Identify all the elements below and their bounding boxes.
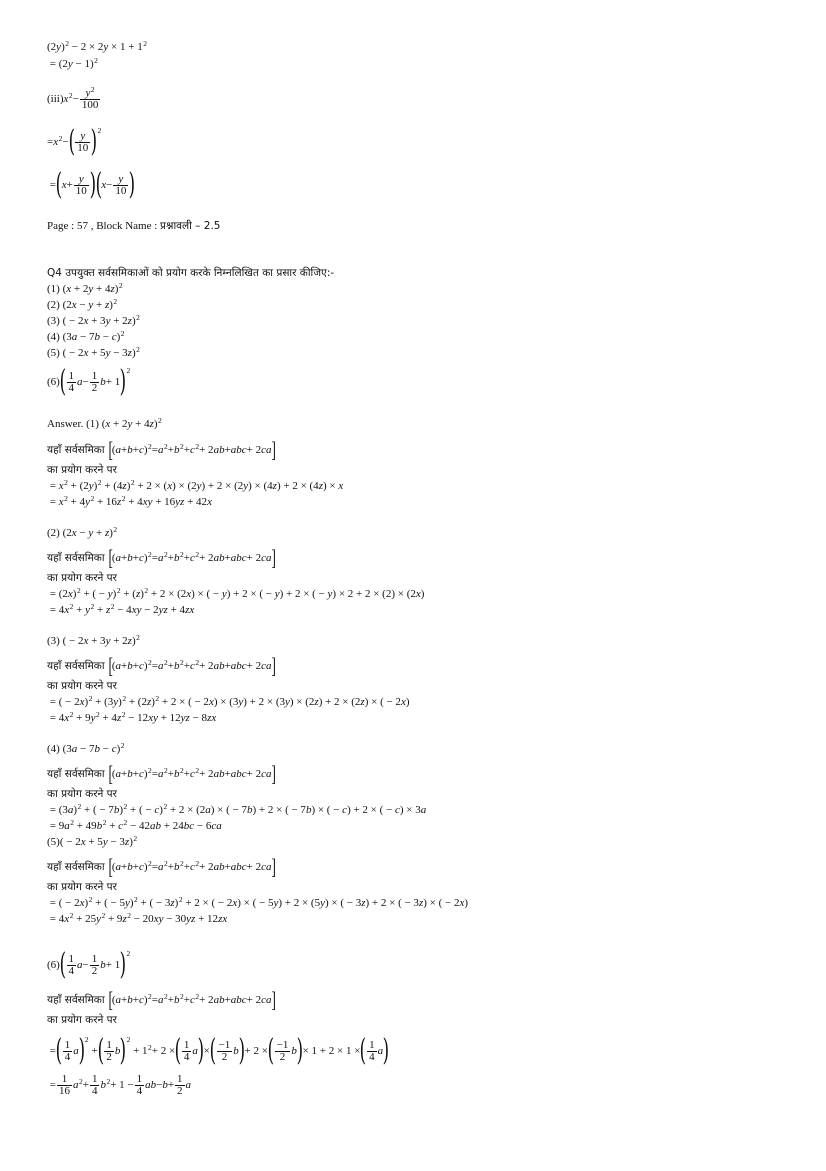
applying-label: का प्रयोग करने पर: [47, 464, 117, 476]
identity-line: यहाँ सर्वसमिका [ ( a + b + c ) $^2$ = a $^2$ + b $^2$ + c $^2$ + 2 ab + abc + 2 ca ]: [47, 653, 276, 678]
question-item: (2) $(2x - y + z)^2$: [47, 297, 118, 311]
identity-label: यहाँ सर्वसमिका: [47, 551, 105, 564]
math-line: = $x^2 + 4y^2 + 16z^2 + 4xy + 16yz + 42x$: [47, 494, 212, 508]
answer-1-heading: Answer. (1) $(x + 2y + 4z)^2$: [47, 416, 162, 430]
identity-label: यहाँ सर्वसमिका: [47, 993, 105, 1006]
math-line: = $(3a)^2$ + ( − 7b)$^2$ + ( − c)$^2$ + 2 × (2a) × ( − 7b) + 2 × ( − 7b) × ( − c) + 2 × ( − c) × 3a: [47, 802, 427, 816]
math-line-iii: (iii) x $^2$ − $\frac{y^2}{100}$: [47, 85, 99, 111]
applying-label: का प्रयोग करने पर: [47, 788, 117, 800]
question-item: (6) ( $\frac{1}{4}$ a − $\frac{1}{2}$ b + 1 ) $^2$: [47, 364, 131, 399]
applying-label: का प्रयोग करने पर: [47, 881, 117, 893]
identity-label: यहाँ सर्वसमिका: [47, 767, 105, 780]
answer-2-heading: (2) $(2x - y + z)^2$: [47, 525, 118, 539]
math-line: = $(2x)^2$ + ( − $y)^2 + (z)^2 + 2 \times (2x)$ × ( − y) + 2 × ( − y) + 2 × ( − y) × 2 + 2 × (2) × (2x): [47, 586, 425, 600]
math-line: = $9a^2 + 49b^2 + c^2 - 42ab + 24bc - 6ca$: [47, 818, 222, 832]
question-item: (1) $(x + 2y + 4z)^2$: [47, 281, 123, 295]
block-name: प्रश्नावली – 2.5: [160, 220, 221, 232]
identity-line: यहाँ सर्वसमिका [ ( a + b + c ) $^2$ = a $^2$ + b $^2$ + c $^2$ + 2 ab + abc + 2 ca ]: [47, 437, 276, 462]
identity-line: यहाँ सर्वसमिका [ ( a + b + c ) $^2$ = a $^2$ + b $^2$ + c $^2$ + 2 ab + abc + 2 ca ]: [47, 854, 276, 879]
question-item: (4) $(3a - 7b - c)^2$: [47, 329, 125, 343]
identity-line: यहाँ सर्वसमिका [ ( a + b + c ) $^2$ = a $^2$ + b $^2$ + c $^2$ + 2 ab + abc + 2 ca ]: [47, 761, 276, 786]
question-item: (5) ( − 2x + 5y − 3z)$^2$: [47, 345, 140, 359]
math-line: = ( $\frac{1}{4}$ a ) $^2$ + ( $\frac{1}{2}$ b ) $^2$ + 1 $^2$ + 2 × ( $\frac{1}{4}$ a ) × ( $\frac{-1}{2}$ b ) + 2 × ( $\frac{-1}{2}$ b ) × 1 + 2 × 1 × ( $\frac{1}{4}$ a ): [47, 1033, 390, 1068]
question-q4: Q4 उपयुक्त सर्वसमिकाओं को प्रयोग करके निम्नलिखित का प्रसार कीजिए:-: [47, 267, 335, 279]
answer-5-heading: $(5)( - 2x + 5y - 3z)^2$: [47, 834, 138, 848]
math-line: = x $^2$ − ( $\frac{y}{10}$ ) $^2$: [47, 124, 102, 159]
math-line: = $\frac{1}{16}$ a $^2$ + $\frac{1}{4}$ b $^2$ + 1 − $\frac{1}{4}$ ab − b + $\frac{1}{2}$ a: [47, 1073, 192, 1097]
identity-label: यहाँ सर्वसमिका: [47, 443, 105, 456]
identity-label: यहाँ सर्वसमिका: [47, 659, 105, 672]
answer-3-heading: (3) ( − 2x + 3y + 2z)$^2$: [47, 633, 140, 647]
math-line: = $x^2 + (2y)^2 + (4z)^2 + 2 \times (x) \times (2y) + 2 \times (2y) \times (4z) + 2 \times (4z) \times x$: [47, 478, 344, 492]
answer-label: Answer. (1): [47, 418, 99, 430]
identity-label: यहाँ सर्वसमिका: [47, 860, 105, 873]
math-line: = ( x + $\frac{y}{10}$ ) ( x − $\frac{y}{10}$ ): [47, 167, 136, 202]
math-line: = ( − 2x)$^2$ + ( − 5y)$^2$ + ( − 3z)$^2$ + 2 × ( − 2x) × ( − 5y) + 2 × (5y) × ( − 3z) + 2 × ( − 3z) × ( − 2x): [47, 895, 469, 909]
math-line: = ( − $2x)^2 + (3y)^2 + (2z)^2 + 2$ × ( − 2x) × (3y) + 2 × (3y) × (2z) + 2 × (2z) × ( − 2x): [47, 694, 410, 708]
math-line: = $4x^2 + y^2 + z^2 - 4xy - 2yz + 4zx$: [47, 602, 195, 616]
applying-label: का प्रयोग करने पर: [47, 572, 117, 584]
math-line: = $4x^2 + 25y^2 + 9z^2 - 20xy - 30yz + 12zx$: [47, 911, 228, 925]
answer-6-heading: (6) ( $\frac{1}{4}$ a − $\frac{1}{2}$ b + 1 ) $^2$: [47, 947, 131, 982]
identity-line: यहाँ सर्वसमिका [ ( a + b + c ) $^2$ = a $^2$ + b $^2$ + c $^2$ + 2 ab + abc + 2 ca ]: [47, 545, 276, 570]
answer-4-heading: (4) $(3a - 7b - c)^2$: [47, 741, 125, 755]
math-line: = $4x^2 + 9y^2 + 4z^2 - 12xy + 12yz - 8zx$: [47, 710, 217, 724]
applying-label: का प्रयोग करने पर: [47, 680, 117, 692]
math-line: $(2y)^2 - 2 \times 2y \times 1 + 1^2$: [47, 39, 147, 53]
question-item: (3) ( − 2x + 3y + 2z)$^2$: [47, 313, 140, 327]
page-reference: [47, 220, 220, 233]
applying-label: का प्रयोग करने पर: [47, 1014, 117, 1026]
identity-line: यहाँ सर्वसमिका [ ( a + b + c ) $^2$ = a $^2$ + b $^2$ + c $^2$ + 2 ab + abc + 2 ca ]: [47, 987, 276, 1012]
math-line: = $(2y - 1)^2$: [47, 56, 98, 70]
page-reference-label: Page : 57 , Block Name :: [47, 220, 158, 232]
